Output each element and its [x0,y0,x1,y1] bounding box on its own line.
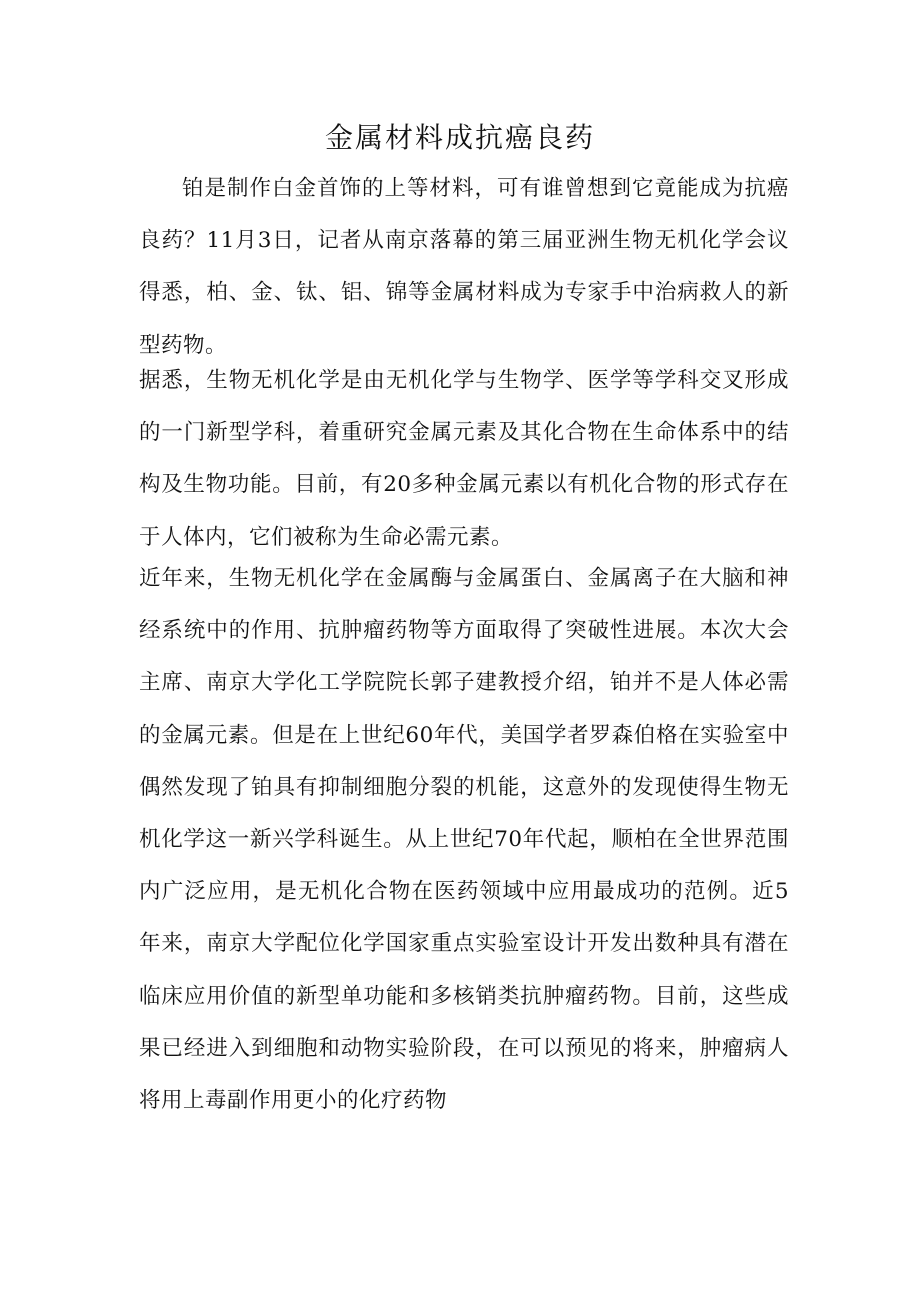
paragraph-background: 据悉，生物无机化学是由无机化学与生物学、医学等学科交叉形成的一门新型学科，着重研究金属元素及其化合物在生命体系中的结构及生物功能。目前，有20多种金属元素以有机化合物的形式存在于人体内，它们被称为生命必需元素。 [139,368,789,550]
paragraph-progress: 近年来，生物无机化学在金属酶与金属蛋白、金属离子在大脑和神经系统中的作用、抗肿瘤药物等方面取得了突破性进展。本次大会主席、南京大学化工学院院长郭子建教授介绍，铂并不是人体必需的金属元素。但是在上世纪60年代，美国学者罗森伯格在实验室中偶然发现了铂具有抑制细胞分裂的机能，这意外的发现使得生物无机化学这一新兴学科诞生。从上世纪70年代起，顺柏在全世界范围内广泛应用，是无机化合物在医药领域中应用最成功的范例。近5年来，南京大学配位化学国家重点实验室设计开发出数种具有潜在临床应用价值的新型单功能和多核销类抗肿瘤药物。目前，这些成果已经进入到细胞和动物实验阶段，在可以预见的将来，肿瘤病人将用上毒副作用更小的化疗药物 [139,566,789,1114]
paragraph-intro: 铂是制作白金首饰的上等材料，可有谁曾想到它竟能成为抗癌良药？11月3日，记者从南京落幕的第三届亚洲生物无机化学会议得悉，柏、金、钛、铝、锦等金属材料成为专家手中治病救人的新型药物。 [139,176,789,358]
document-title: 金属材料成抗癌良药 [324,121,595,154]
